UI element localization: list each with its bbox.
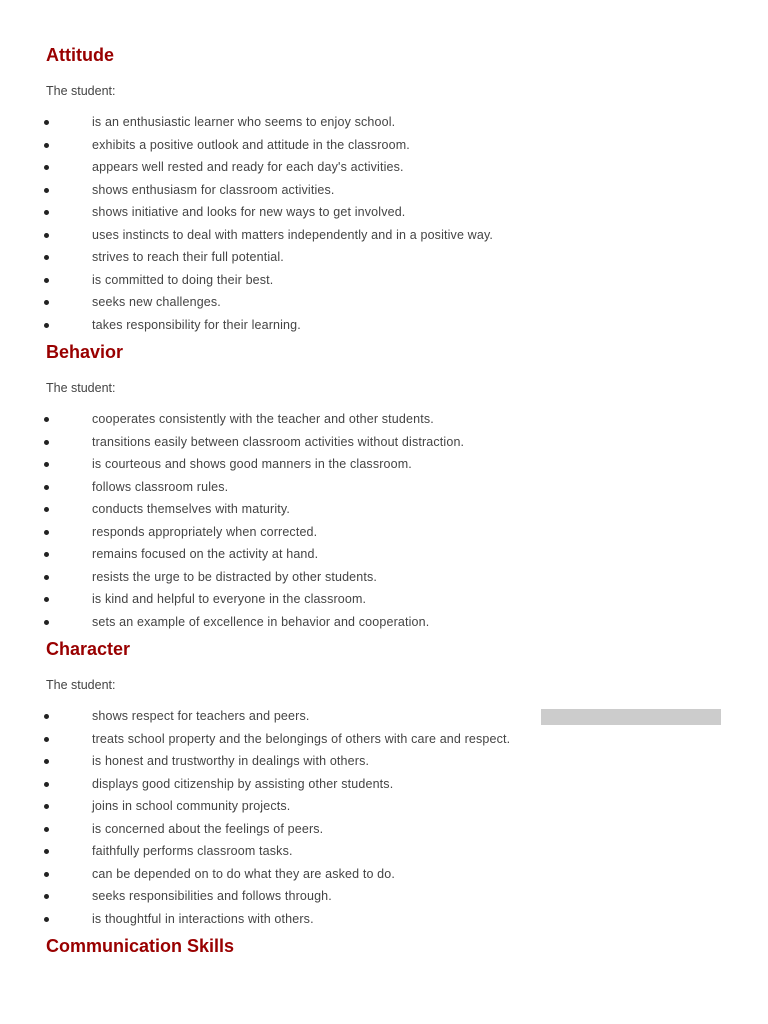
item-list (0, 112, 768, 337)
list-item (0, 157, 768, 180)
list-item-text: treats school property and the belongings of others with care and respect. (92, 731, 511, 746)
list-item-text: displays good citizenship by assisting other students. (92, 776, 394, 791)
bullet-icon (44, 278, 49, 283)
list-item (0, 774, 768, 797)
item-list (0, 706, 768, 931)
list-item (0, 454, 768, 477)
bullet-icon (44, 440, 49, 445)
list-item (0, 796, 768, 819)
bullet-icon (44, 255, 49, 260)
bullet-icon (44, 507, 49, 512)
bullet-icon (44, 165, 49, 170)
list-item (0, 612, 768, 635)
list-item-text: follows classroom rules. (92, 479, 229, 494)
bullet-icon (44, 917, 49, 922)
list-item-text: seeks new challenges. (92, 295, 221, 309)
list-item-text: faithfully performs classroom tasks. (92, 844, 293, 858)
bullet-icon (44, 714, 49, 719)
list-item (0, 180, 768, 203)
list-item (0, 864, 768, 887)
list-item (0, 729, 768, 752)
list-item (0, 135, 768, 158)
list-item-text: is committed to doing their best. (92, 272, 274, 287)
section-heading: Character (46, 639, 131, 659)
list-item (0, 841, 768, 864)
bullet-icon (44, 597, 49, 602)
bullet-icon (44, 530, 49, 535)
list-item-text: resists the urge to be distracted by other students. (92, 569, 378, 584)
section-intro: The student: (46, 678, 116, 692)
bullet-icon (44, 804, 49, 809)
list-item-text: cooperates consistently with the teacher and other students. (92, 412, 434, 426)
list-item-text: is concerned about the feelings of peers. (92, 821, 324, 836)
item-list (0, 409, 768, 634)
bullet-icon (44, 120, 49, 125)
bullet-icon (44, 849, 49, 854)
list-item-text: shows respect for teachers and peers. (92, 709, 310, 723)
bullet-icon (44, 233, 49, 238)
bullet-icon (44, 210, 49, 215)
list-item (0, 292, 768, 315)
list-item-text: responds appropriately when corrected. (92, 524, 318, 539)
list-item-text: strives to reach their full potential. (92, 250, 284, 264)
bullet-icon (44, 737, 49, 742)
bullet-icon (44, 894, 49, 899)
list-item (0, 589, 768, 612)
list-item-text: can be depended on to do what they are asked to do. (92, 866, 396, 881)
section-heading: Behavior (46, 342, 124, 362)
list-item-text: appears well rested and ready for each day's activities. (92, 160, 404, 174)
list-item-text: shows enthusiasm for classroom activities. (92, 182, 335, 197)
list-item-text: is honest and trustworthy in dealings with others. (92, 754, 370, 768)
list-item-text: takes responsibility for their learning. (92, 317, 301, 332)
bullet-icon (44, 485, 49, 490)
list-item-text: is kind and helpful to everyone in the classroom. (92, 592, 367, 606)
bullet-icon (44, 323, 49, 328)
list-item-text: joins in school community projects. (92, 799, 291, 813)
section-intro: The student: (46, 84, 116, 98)
list-item-text: sets an example of excellence in behavior and cooperation. (92, 614, 430, 629)
list-item-text: is thoughtful in interactions with others. (92, 911, 314, 926)
section-intro: The student: (46, 381, 116, 395)
bullet-icon (44, 417, 49, 422)
section-heading: Attitude (46, 45, 114, 65)
list-item-text: shows initiative and looks for new ways to get involved. (92, 205, 406, 219)
list-item (0, 432, 768, 455)
bullet-icon (44, 300, 49, 305)
list-item (0, 270, 768, 293)
list-item (0, 409, 768, 432)
bullet-icon (44, 188, 49, 193)
list-item (0, 112, 768, 135)
bullet-icon (44, 782, 49, 787)
list-item (0, 819, 768, 842)
list-item (0, 751, 768, 774)
list-item (0, 544, 768, 567)
bullet-icon (44, 759, 49, 764)
section-heading: Communication Skills (46, 936, 235, 956)
bullet-icon (44, 462, 49, 467)
bullet-icon (44, 827, 49, 832)
list-item-text: exhibits a positive outlook and attitude in the classroom. (92, 137, 410, 152)
list-item (0, 202, 768, 225)
list-item (0, 315, 768, 338)
list-item (0, 225, 768, 248)
list-item-text: remains focused on the activity at hand. (92, 547, 319, 561)
bullet-icon (44, 872, 49, 877)
list-item (0, 247, 768, 270)
bullet-icon (44, 143, 49, 148)
list-item-text: conducts themselves with maturity. (92, 502, 290, 516)
bullet-icon (44, 575, 49, 580)
bullet-icon (44, 620, 49, 625)
list-item-text: transitions easily between classroom activities without distraction. (92, 434, 465, 449)
list-item-text: is an enthusiastic learner who seems to enjoy school. (92, 115, 396, 129)
list-item (0, 886, 768, 909)
list-item-text: uses instincts to deal with matters independently and in a positive way. (92, 227, 494, 242)
list-item (0, 567, 768, 590)
list-item-text: seeks responsibilities and follows through. (92, 889, 332, 903)
list-item-text: is courteous and shows good manners in the classroom. (92, 457, 412, 471)
list-item (0, 477, 768, 500)
list-item (0, 909, 768, 932)
list-item (0, 499, 768, 522)
placeholder-bar (541, 709, 721, 725)
list-item (0, 522, 768, 545)
bullet-icon (44, 552, 49, 557)
